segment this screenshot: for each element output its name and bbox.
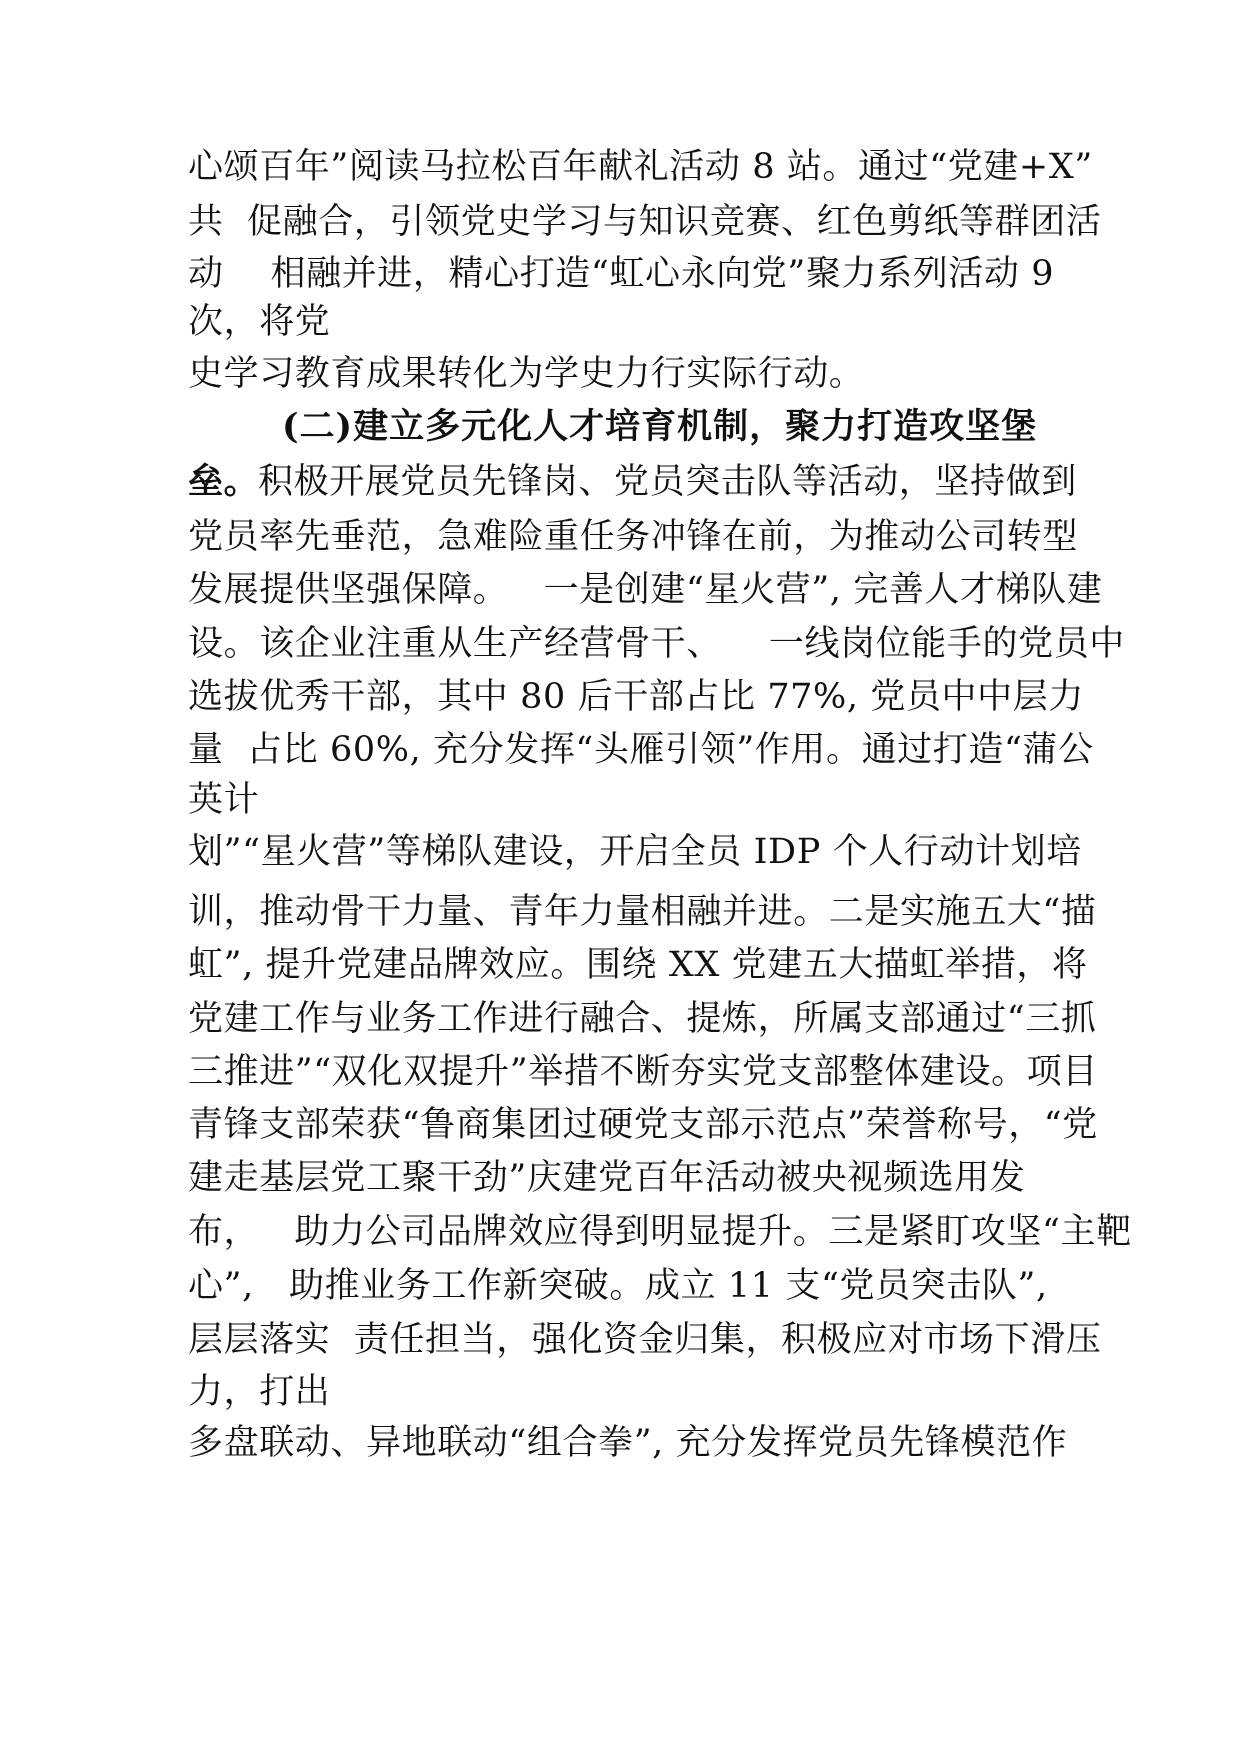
paragraph-line: 英计: [188, 780, 260, 820]
paragraph-line: 建走基层党工聚干劲”庆建党百年活动被央视频选用发: [188, 1158, 1026, 1198]
paragraph-line: 划”“星火营”等梯队建设，开启全员 IDP 个人行动计划培: [188, 832, 1082, 872]
paragraph-line: 次，将党: [188, 302, 331, 342]
paragraph-line: 党员率先垂范，急难险重任务冲锋在前，为推动公司转型: [188, 517, 1079, 557]
paragraph-line: 训，推动骨干力量、青年力量相融并进。二是实施五大“描: [188, 892, 1097, 932]
paragraph-line: 多盘联动、异地联动“组合拳”, 充分发挥党员先锋模范作: [188, 1423, 1068, 1463]
paragraph-line: 力，打出: [188, 1372, 331, 1412]
paragraph-line: 虹”, 提升党建品牌效应。围绕 XX 党建五大描虹举措，将: [188, 945, 1088, 985]
paragraph-line: 党建工作与业务工作进行融合、提炼，所属支部通过“三抓: [188, 999, 1097, 1039]
paragraph-line: 三推进”“双化双提升”举措不断夯实党支部整体建设。项目: [188, 1052, 1098, 1092]
paragraph-line: 层层落实 责任担当，强化资金归集，积极应对市场下滑压: [188, 1320, 1102, 1360]
paragraph-line: 心”, 助推业务工作新突破。成立 11 支“党员突击队”,: [188, 1266, 1048, 1306]
section-heading: (二)建立多元化人才培育机制，聚力打造攻坚堡: [282, 406, 1038, 447]
paragraph-line: 心颂百年”阅读马拉松百年献礼活动 8 站。通过“党建+X”: [188, 147, 1093, 187]
paragraph-line: 动 相融并进，精心打造“虹心永向党”聚力系列活动 9: [188, 254, 1055, 294]
paragraph-line: 共 促融合，引领党史学习与知识竞赛、红色剪纸等群团活: [188, 202, 1102, 242]
paragraph-line: 发展提供坚强保障。 一是创建“星火营”, 完善人才梯队建: [188, 570, 1103, 610]
paragraph-line: 布， 助力公司品牌效应得到明显提升。三是紧盯攻坚“主靶: [188, 1212, 1132, 1252]
paragraph-line: 积极开展党员先锋岗、党员突击队等活动，坚持做到: [258, 462, 1077, 502]
paragraph-line: 青锋支部荣获“鲁商集团过硬党支部示范点”荣誉称号，“党: [188, 1105, 1098, 1145]
paragraph-line: 量 占比 60%, 充分发挥“头雁引领”作用。通过打造“蒲公: [188, 730, 1094, 770]
paragraph-line: 选拔优秀干部，其中 80 后干部占比 77%, 党员中中层力: [188, 677, 1084, 717]
paragraph-line: 设。该企业注重从生产经营骨干、 一线岗位能手的党员中: [188, 624, 1125, 664]
paragraph-line: 史学习教育成果转化为学史力行实际行动。: [188, 354, 865, 394]
section-heading-continuation: 垒。: [188, 461, 260, 502]
